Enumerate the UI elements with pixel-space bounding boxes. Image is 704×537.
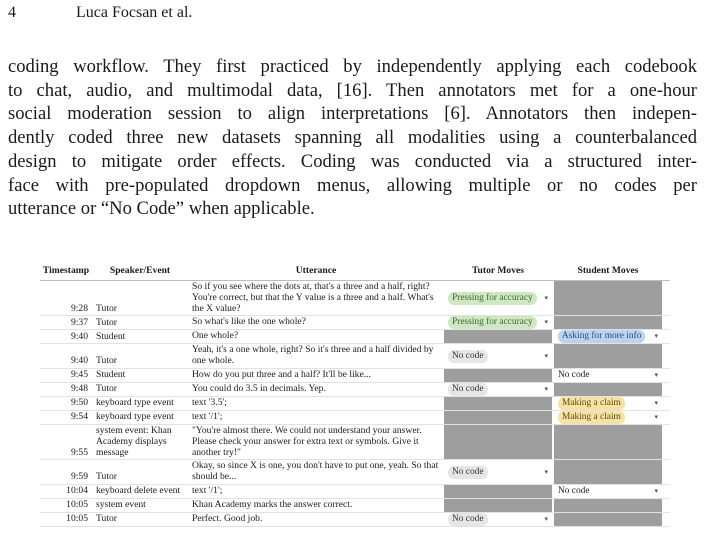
utterance-cell [188, 397, 444, 410]
timestamp-cell: 9:54 [70, 411, 88, 423]
student-moves-cell-disabled [554, 460, 662, 484]
table-row [40, 499, 670, 513]
speaker-cell: keyboard delete event [96, 485, 181, 497]
tutor-moves-cell-disabled [444, 485, 552, 498]
code-chip: No code [448, 383, 488, 396]
utterance-cell [188, 499, 444, 512]
timestamp-cell: 9:59 [70, 471, 88, 483]
caret-down-icon[interactable]: ▾ [544, 514, 548, 523]
table-row [40, 411, 670, 425]
student-moves-dropdown[interactable] [554, 485, 662, 498]
utterance-cell [188, 281, 444, 315]
student-moves-dropdown[interactable] [554, 369, 662, 382]
table-row [40, 460, 670, 485]
student-moves-cell-disabled [554, 316, 662, 329]
utterance-cell [188, 425, 444, 459]
table-body [40, 281, 670, 527]
caret-down-icon[interactable]: ▾ [544, 351, 548, 360]
code-chip: No code [558, 485, 590, 496]
tutor-moves-cell-disabled [444, 425, 552, 459]
utterance-line: one whole. [192, 355, 235, 367]
coding-table-screenshot [40, 262, 670, 527]
student-moves-dropdown[interactable] [554, 411, 662, 424]
paragraph-line: coding workflow. They first practiced by independently applying each codebook [8, 56, 697, 77]
tutor-moves-cell-disabled [444, 369, 552, 382]
student-moves-cell-disabled [554, 513, 662, 526]
code-chip: Making a claim [558, 397, 625, 410]
utterance-line: text '/1'; [192, 484, 223, 496]
timestamp-cell: 10:04 [66, 485, 88, 497]
running-head [8, 4, 192, 22]
table-header-row [40, 262, 670, 281]
utterance-cell [188, 383, 444, 396]
body-paragraph [8, 55, 697, 221]
utterance-line: How do you put three and a half? It'll be like... [192, 368, 371, 380]
tutor-moves-dropdown[interactable] [444, 281, 552, 315]
table-row [40, 485, 670, 499]
student-moves-cell-disabled [554, 425, 662, 459]
table-row [40, 344, 670, 369]
caret-down-icon[interactable]: ▾ [654, 413, 658, 422]
utterance-line: So if you see where the dots at, that's a three and a half, right? [192, 281, 430, 292]
caret-down-icon[interactable]: ▾ [654, 332, 658, 341]
header-utterance: Utterance [295, 264, 337, 276]
tutor-moves-dropdown[interactable] [444, 460, 552, 484]
utterance-cell [188, 513, 444, 526]
utterance-cell [188, 460, 444, 484]
student-moves-cell-disabled [554, 344, 662, 368]
running-head-authors: Luca Focsan et al. [76, 4, 193, 21]
timestamp-cell: 9:28 [70, 302, 88, 314]
speaker-cell: Tutor [96, 316, 117, 328]
code-chip: No code [558, 369, 590, 380]
code-chip: No code [448, 513, 488, 526]
header-timestamp: Timestamp [42, 264, 90, 276]
code-chip: Asking for more info [558, 330, 645, 343]
code-chip: No code [448, 350, 488, 363]
caret-down-icon[interactable]: ▾ [654, 371, 658, 380]
table-row [40, 425, 670, 460]
student-moves-cell-disabled [554, 281, 662, 315]
speaker-line: message [96, 446, 129, 458]
speaker-line: Academy displays [96, 435, 167, 447]
caret-down-icon[interactable]: ▾ [544, 467, 548, 476]
tutor-moves-dropdown[interactable] [444, 383, 552, 396]
caret-down-icon[interactable]: ▾ [544, 385, 548, 394]
speaker-line: system event: Khan [96, 424, 172, 436]
table-row [40, 330, 670, 344]
utterance-line: "You're almost there. We could not understand your answer. [192, 424, 422, 436]
utterance-line: You're correct, but that the Y value is a three and a half. What's [192, 291, 434, 303]
tutor-moves-dropdown[interactable] [444, 513, 552, 526]
table-row [40, 397, 670, 411]
tutor-moves-cell-disabled [444, 411, 552, 424]
student-moves-dropdown[interactable] [554, 397, 662, 410]
paragraph-line: social moderation session to align interpretations [6]. Annotators then indepen- [8, 103, 697, 125]
utterance-line: the X value? [192, 302, 241, 314]
utterance-line: text '3.5'; [192, 396, 227, 408]
speaker-cell: Tutor [96, 512, 117, 524]
speaker-cell: Student [96, 369, 126, 381]
tutor-moves-cell-disabled [444, 330, 552, 343]
utterance-line: Please check your answer for extra text or symbols. Give it [192, 435, 419, 447]
utterance-cell [188, 369, 444, 382]
utterance-line: So what's like the one whole? [192, 316, 306, 328]
utterance-cell [188, 316, 444, 329]
utterance-line: One whole? [192, 330, 239, 342]
table-row [40, 513, 670, 527]
header-tutor-moves: Tutor Moves [472, 264, 524, 276]
paragraph-line: face with pre-populated dropdown menus, allowing multiple or no codes per [8, 174, 697, 196]
utterance-cell [188, 344, 444, 368]
utterance-line: Yeah, it's a one whole, right? So it's three and a half divided by [192, 344, 434, 356]
tutor-moves-cell-disabled [444, 499, 552, 512]
caret-down-icon[interactable]: ▾ [654, 487, 658, 496]
student-moves-cell-disabled [554, 499, 662, 512]
utterance-line: You could do 3.5 in decimals. Yep. [192, 382, 326, 394]
speaker-cell: Tutor [96, 302, 117, 314]
utterance-cell [188, 485, 444, 498]
caret-down-icon[interactable]: ▾ [654, 399, 658, 408]
paragraph-line: to chat, audio, and multimodal data, [16]. Then annotators met for a one-hour [8, 79, 697, 101]
utterance-line: should be... [192, 471, 237, 483]
page-number: 4 [8, 4, 16, 21]
timestamp-cell: 9:37 [70, 316, 88, 328]
code-chip: Making a claim [558, 411, 625, 424]
speaker-cell [92, 425, 188, 459]
speaker-cell: Tutor [96, 383, 117, 395]
timestamp-cell: 9:40 [70, 355, 88, 367]
header-speaker: Speaker/Event [109, 264, 171, 276]
code-chip: Pressing for accuracy [448, 292, 537, 305]
utterance-line: text '/1'; [192, 410, 223, 422]
student-moves-cell-disabled [554, 383, 662, 396]
utterance-line: another try!" [192, 446, 241, 458]
caret-down-icon[interactable]: ▾ [544, 318, 548, 327]
speaker-cell: Student [96, 330, 126, 342]
speaker-cell: keyboard type event [96, 397, 174, 409]
caret-down-icon[interactable]: ▾ [544, 293, 548, 302]
speaker-cell: Tutor [96, 471, 117, 483]
tutor-moves-cell-disabled [444, 397, 552, 410]
paragraph-line: utterance or “No Code” when applicable. [8, 198, 315, 220]
table-row [40, 281, 670, 316]
timestamp-cell: 10:05 [66, 512, 88, 524]
tutor-moves-dropdown[interactable] [444, 344, 552, 368]
timestamp-cell: 9:45 [70, 369, 88, 381]
table-row [40, 383, 670, 397]
paragraph-line: design to mitigate order effects. Coding was conducted via a structured inter- [8, 150, 697, 172]
utterance-cell [188, 411, 444, 424]
table-row [40, 369, 670, 383]
header-student-moves: Student Moves [577, 264, 639, 276]
utterance-cell [188, 330, 444, 343]
paragraph-line: dently coded three new datasets spanning all modalities using a counterbalanced [8, 127, 697, 149]
timestamp-cell: 9:55 [70, 446, 88, 458]
timestamp-cell: 10:05 [66, 498, 88, 510]
table-row [40, 316, 670, 330]
student-moves-dropdown[interactable] [554, 330, 662, 343]
speaker-cell: keyboard type event [96, 411, 174, 423]
utterance-line: Khan Academy marks the answer correct. [192, 498, 353, 510]
utterance-line: Perfect. Good job. [192, 512, 263, 524]
speaker-cell: system event [96, 498, 146, 510]
timestamp-cell: 9:50 [70, 397, 88, 409]
utterance-line: Okay, so since X is one, you don't have to put one, yeah. So that [192, 460, 439, 472]
tutor-moves-dropdown[interactable] [444, 316, 552, 329]
speaker-cell: Tutor [96, 355, 117, 367]
code-chip: Pressing for accuracy [448, 316, 537, 329]
timestamp-cell: 9:48 [70, 383, 88, 395]
timestamp-cell: 9:40 [70, 330, 88, 342]
code-chip: No code [448, 466, 488, 479]
